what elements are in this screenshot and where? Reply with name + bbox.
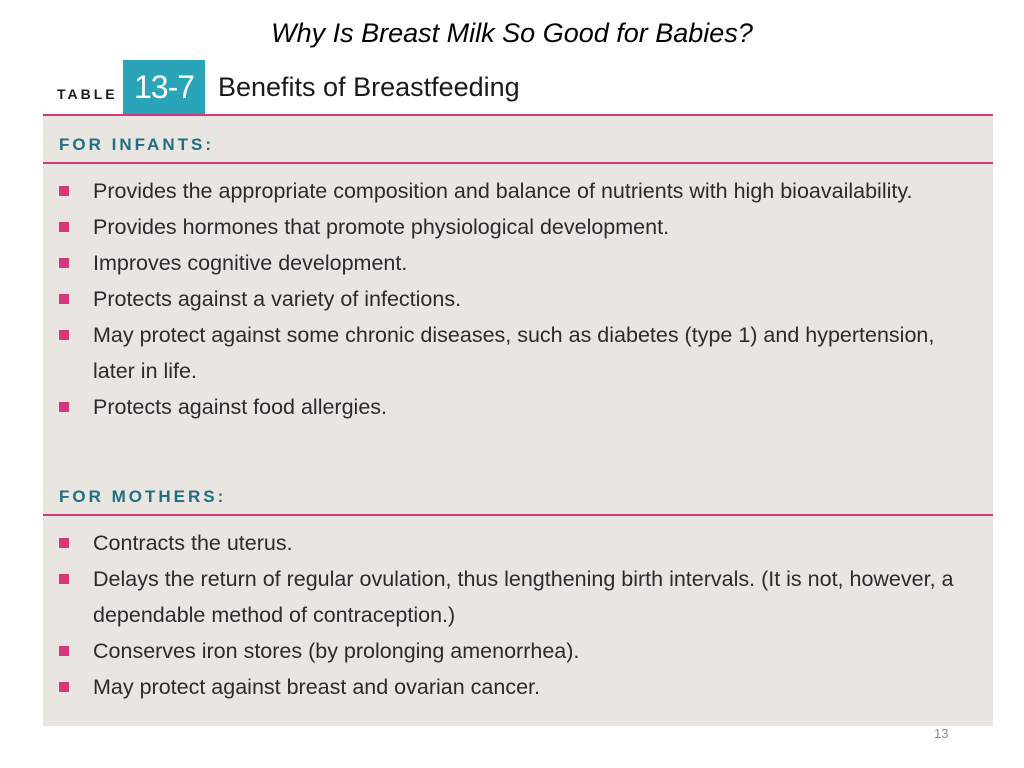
page-number: 13 [934, 726, 949, 741]
mothers-list [43, 525, 993, 705]
list-item [43, 209, 993, 245]
list-item [43, 245, 993, 281]
table-label: TABLE [57, 86, 118, 102]
item-text: Contracts the uterus. [93, 531, 293, 555]
bullet-icon [59, 294, 69, 304]
item-text: Improves cognitive development. [93, 251, 408, 275]
item-text: Protects against food allergies. [93, 395, 387, 419]
item-text: May protect against breast and ovarian cancer. [93, 675, 540, 699]
list-item [43, 281, 993, 317]
list-item [43, 669, 993, 705]
list-item [43, 633, 993, 669]
bullet-icon [59, 574, 69, 584]
item-text: Provides the appropriate composition and balance of nutrients with high bioavailability. [93, 179, 913, 203]
bullet-icon [59, 538, 69, 548]
item-text: Protects against a variety of infections. [93, 287, 462, 311]
bullet-icon [59, 222, 69, 232]
list-item [43, 317, 993, 389]
slide-title: Why Is Breast Milk So Good for Babies? [271, 18, 753, 48]
bullet-icon [59, 682, 69, 692]
table-number: 13-7 [123, 60, 205, 114]
item-text: Conserves iron stores (by prolonging amenorrhea). [93, 639, 580, 663]
bullet-icon [59, 402, 69, 412]
list-item [43, 525, 993, 561]
item-text: Delays the return of regular ovulation, thus lengthening birth intervals. (It is not, however, a dependable method of contraception.) [93, 567, 954, 627]
item-text: May protect against some chronic diseases, such as diabetes (type 1) and hypertension, later in life. [93, 323, 935, 383]
item-text: Provides hormones that promote physiological development. [93, 215, 670, 239]
bullet-icon [59, 258, 69, 268]
list-item [43, 173, 993, 209]
benefits-table [43, 114, 993, 726]
header-rule [43, 114, 993, 116]
mothers-rule [43, 514, 993, 516]
table-title: Benefits of Breastfeeding [218, 72, 520, 102]
mothers-heading: FOR MOTHERS: [59, 487, 227, 506]
table-header [43, 60, 993, 114]
bullet-icon [59, 646, 69, 656]
infants-rule [43, 162, 993, 164]
list-item [43, 389, 993, 425]
bullet-icon [59, 330, 69, 340]
infants-list [43, 173, 993, 425]
infants-heading: FOR INFANTS: [59, 135, 214, 154]
bullet-icon [59, 186, 69, 196]
list-item [43, 561, 993, 633]
